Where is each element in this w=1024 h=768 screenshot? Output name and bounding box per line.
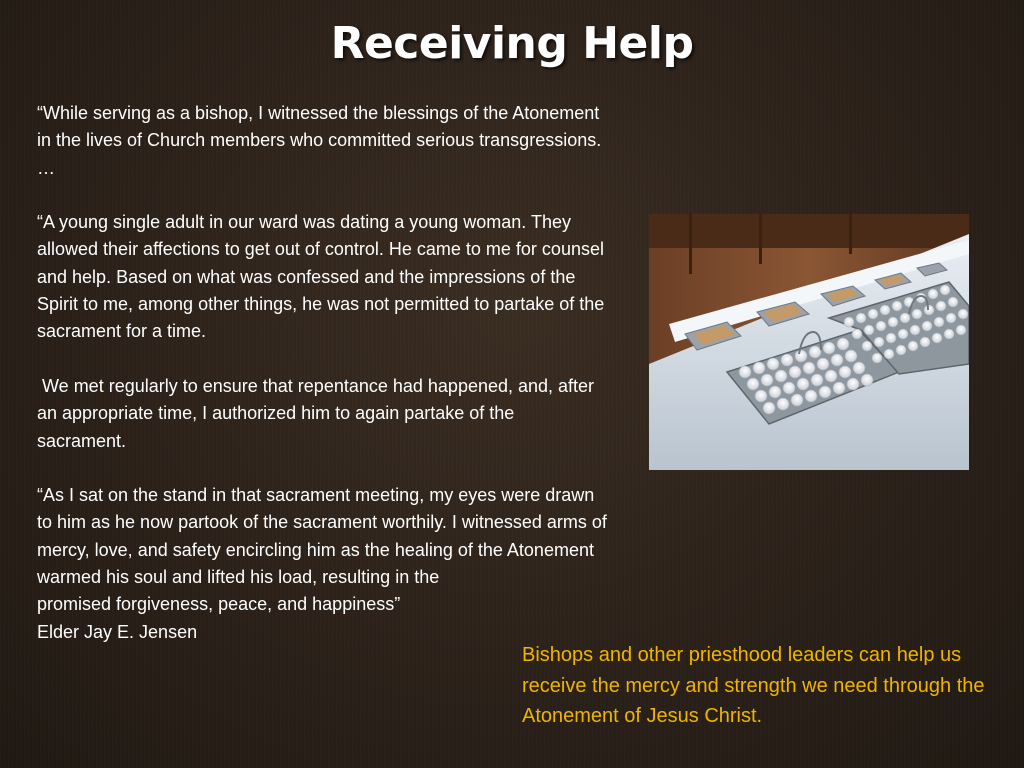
sacrament-trays-image [649, 214, 969, 470]
quote-block [37, 100, 610, 646]
quote-paragraph: We met regularly to ensure that repentance had happened, and, after an appropriate time, I authorized him to again partake of the sacrament. [37, 375, 600, 451]
quote-paragraph: “While serving as a bishop, I witnessed the blessings of the Atonement in the lives of Church members who committed serious transgressions. … [37, 103, 607, 178]
quote-paragraph: “A young single adult in our ward was dating a young woman. They allowed their affections to get out of control. He came to me for counsel and help. Based on what was confessed and the impressions of the Spirit to me, among other things, he was not permitted to partake of the sacrament for a time. [37, 212, 610, 342]
summary-statement: Bishops and other priesthood leaders can help us receive the mercy and strength we need through the Atonement of Jesus Christ. [522, 644, 985, 727]
slide-title: Receiving Help [330, 18, 694, 69]
quote-paragraph-attribution: “As I sat on the stand in that sacrament meeting, my eyes were drawn to him as he now partook of the sacrament worthily. I witnessed arms of mercy, love, and safety encircling him as the healing of the Atonement warmed his soul and lifted his load, resulting in the promised forgiveness, peace, and happiness” Elder Jay E. Jensen [37, 485, 607, 642]
